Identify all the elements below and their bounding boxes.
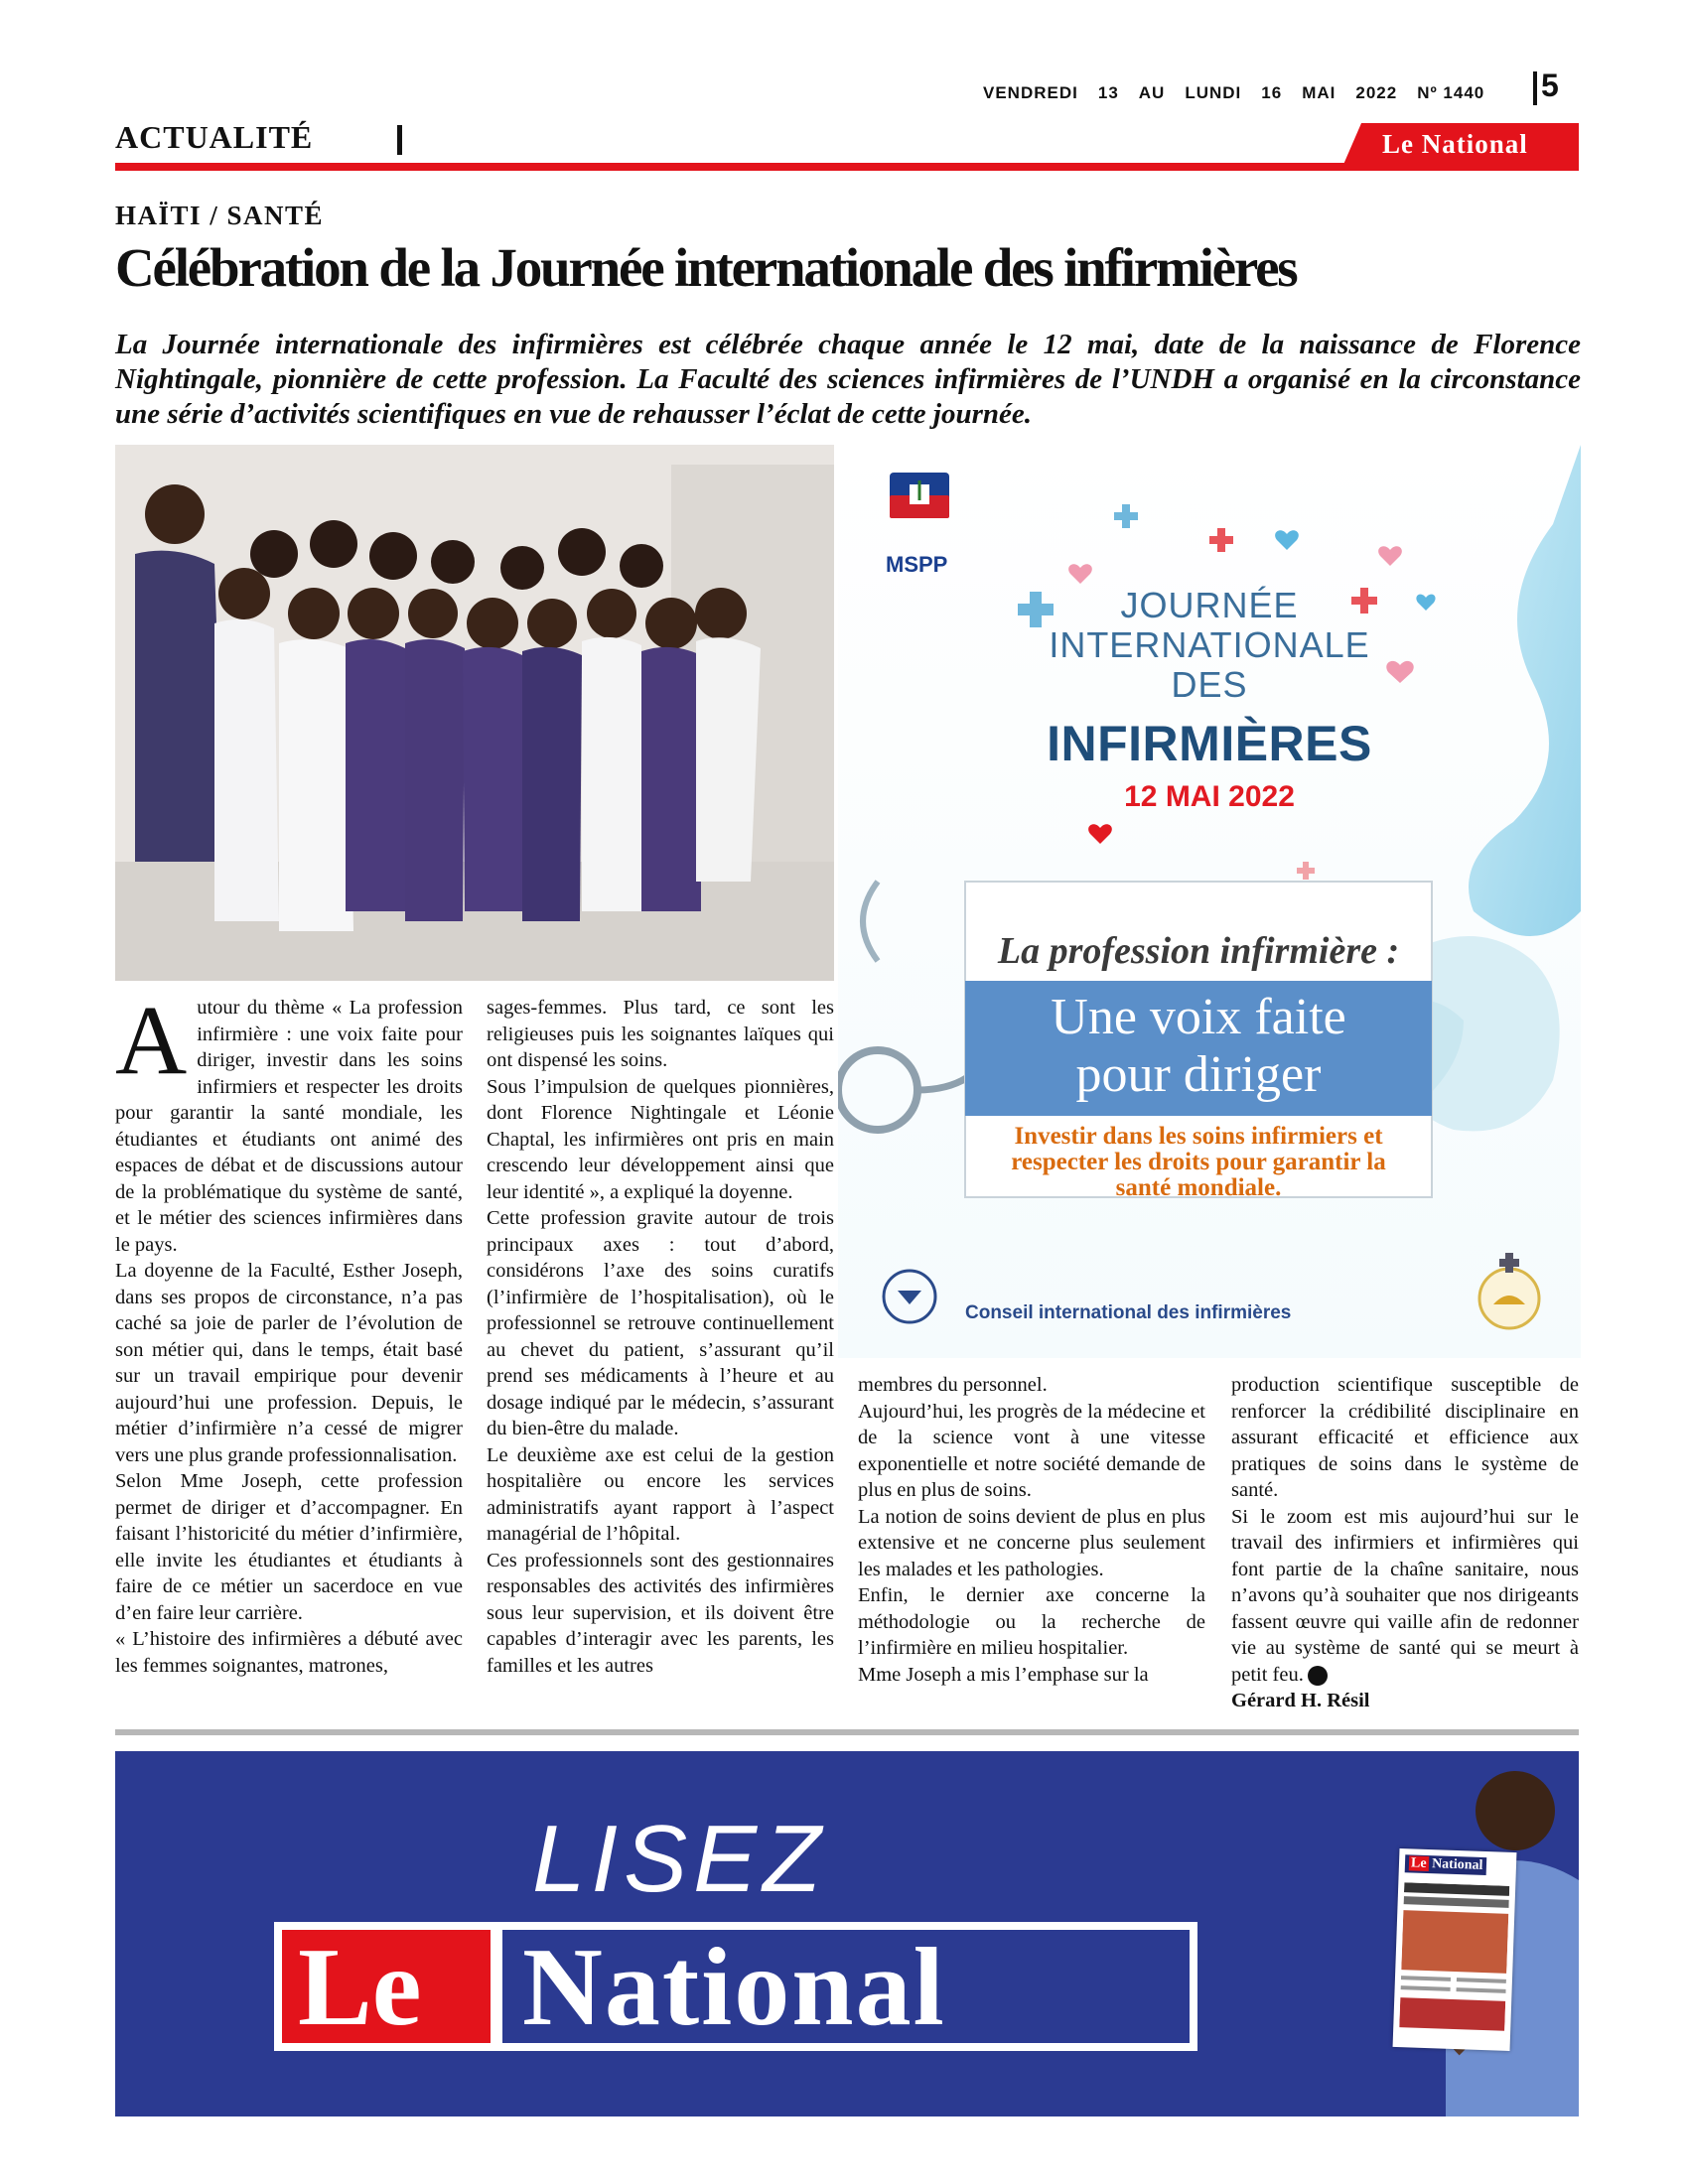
poster-slogan-line1: Une voix faite <box>1051 989 1346 1045</box>
col3-paragraph-1: membres du personnel. <box>858 1374 1048 1396</box>
poster-sub-line3: santé mondiale. <box>1115 1174 1282 1201</box>
date-day1: VENDREDI <box>983 83 1078 102</box>
article-byline: Gérard H. Résil <box>1231 1690 1370 1711</box>
col4-paragraph-2 <box>1231 1504 1579 1689</box>
poster-title-line2: INTERNATIONALE <box>1049 624 1370 665</box>
ad-logo-national-box <box>502 1926 1190 2049</box>
col2-paragraph-2: Sous l’impulsion de quelques pionnières, dont Florence Nightingale et Léonie Chaptal, les infirmières ont pris en main crescendo leur développement ainsi que leur identité », a expliqué la doyenne. <box>487 1075 834 1203</box>
col1-paragraph-2: La doyenne de la Faculté, Esther Joseph, dans ses propos de circonstance, n’a pas caché sa joie de parler de l’évolution de son métier qui, dans le temps, était basé sur un travail empirique pour devenir aujourd’hui une profession. Depuis, le métier d’infirmière n’a cessé de migrer vers une plus grande professionnalisation. <box>115 1260 463 1466</box>
date-au: AU <box>1138 83 1166 102</box>
article-column-3 <box>858 1372 1205 1688</box>
page-number: 5 <box>1541 68 1559 103</box>
poster-title-line1: JOURNÉE <box>1120 585 1299 625</box>
ad-logo-national: National <box>522 1926 946 2049</box>
section-divider <box>397 125 402 155</box>
page-number-divider <box>1533 71 1537 105</box>
col4-paragraph-1: production scientifique susceptible de renforcer la crédibilité disciplinaire en assurant efficacité et efficience aux pratiques de soins dans le système de santé. <box>1231 1374 1579 1501</box>
col3-paragraph-4: Enfin, le dernier axe concerne la méthodologie ou la recherche de l’infirmière en milieu hospitalier. <box>858 1584 1205 1659</box>
section-title: ACTUALITÉ <box>115 119 314 155</box>
poster-sub-line1: Investir dans les soins infirmiers et <box>1014 1123 1383 1150</box>
end-mark-icon <box>1308 1666 1328 1686</box>
date-month: MAI <box>1302 83 1336 102</box>
ad-mini-le: Le <box>1410 1855 1427 1871</box>
poster-artwork <box>838 445 1581 1358</box>
article-column-4 <box>1231 1372 1579 1714</box>
col2-paragraph-4: Le deuxième axe est celui de la gestion hospitalière ou encore les services administratifs ayant rapport à l’aspect managérial de l’hôpital. <box>487 1443 834 1545</box>
ad-mini-national: National <box>1431 1856 1483 1873</box>
poster-sub-line2: respecter les droits pour garantir la <box>1011 1149 1386 1175</box>
col2-paragraph-1: sages-femmes. Plus tard, ce sont les religieuses puis les soignantes laïques qui ont dispensé les soins. <box>487 997 834 1071</box>
col3-paragraph-3: La notion de soins devient de plus en plus extensive et ne concerne plus seulement les malades et les pathologies. <box>858 1505 1205 1580</box>
lamp-emblem-icon <box>1479 1253 1539 1328</box>
date-day2: LUNDI <box>1185 83 1242 102</box>
col1-paragraph-4: « L’histoire des infirmières a débuté avec les femmes soignantes, matrones, <box>115 1628 463 1677</box>
article-column-2 <box>487 995 834 1679</box>
brand-name: Le National <box>1382 129 1528 159</box>
col1-paragraph-3: Selon Mme Joseph, cette profession permet de diriger et d’accompagner. En faisant l’historicité du métier d’infirmière, elle invite les étudiantes et étudiants à faire de ce métier un sacerdoce en vue d’en faire leur carrière. <box>115 1470 463 1624</box>
poster-council: Conseil international des infirmières <box>965 1302 1292 1323</box>
poster-org: MSPP <box>886 552 948 577</box>
ad-logo-le: Le <box>298 1926 422 2049</box>
issue-number: Nº 1440 <box>1417 83 1485 102</box>
ad-mini-page-art <box>1399 1882 1510 2045</box>
ad-mini-masthead <box>1405 1854 1487 1875</box>
mspp-crest-icon <box>890 473 949 518</box>
poster-title-line3: DES <box>1171 664 1248 705</box>
ad-logo <box>274 1922 1197 2051</box>
date-year: 2022 <box>1355 83 1398 102</box>
ad-newspaper-thumbnail <box>1393 1848 1517 2051</box>
event-poster <box>838 445 1581 1358</box>
article-column-1 <box>115 985 463 1679</box>
date-num2: 16 <box>1261 83 1283 102</box>
article-lead: La Journée internationale des infirmières est célébrée chaque année le 12 mai, date de la naissance de Florence Nightingale, pionnière de cette profession. La Faculté des sciences infirmières de l’UNDH a organisé en la circonstance une série d’activités scientifiques en vue de rehausser l’éclat de cette journée. <box>115 329 1581 430</box>
col3-paragraph-2: Aujourd’hui, les progrès de la médecine et de la science vont à une vitesse exponentielle et notre société demande de plus en plus de soins. <box>858 1400 1205 1501</box>
poster-slogan-line2: pour diriger <box>1075 1046 1322 1103</box>
col1-paragraph-1: utour du thème « La profession infirmière : une voix faite pour diriger, investir dans les soins infirmiers et respecter les droits pour garantir la santé mondiale, les étudiantes et étudiants ont animé des espaces de débat et de discussions autour de la problématique du système de santé, et le métier des sciences infirmières dans le pays. <box>115 997 463 1256</box>
col3-paragraph-5: Mme Joseph a mis l’emphase sur la <box>858 1663 1149 1686</box>
col2-paragraph-3: Cette profession gravite autour de trois principaux axes : tout d’abord, considérons l’axe des soins curatifs (l’infirmière de l’hospitalisation), où le professionnel se retrouve continuellement au chevet du patient, s’assurant qu’il prend ses médicaments à l’heure et au dosage indiqué par le médecin, s’assurant du bien-être du malade. <box>487 1207 834 1439</box>
group-photo-illustration <box>115 445 834 981</box>
advertisement-banner[interactable] <box>115 1751 1579 2116</box>
footer-rule <box>115 1729 1579 1735</box>
article-headline: Célébration de la Journée internationale des infirmières <box>115 237 1297 298</box>
poster-date: 12 MAI 2022 <box>1124 780 1295 813</box>
date-num1: 13 <box>1097 83 1119 102</box>
drop-cap: A <box>115 985 188 1095</box>
col4-paragraph-2-text: Si le zoom est mis aujourd’hui sur le travail des infirmiers et infirmières qui font partie de la chaîne sanitaire, nous n’avons qu’à souhaiter que nos dirigeants fassent œuvre qui vaille afin de redonner vie au système de santé qui se meurt à petit feu. <box>1231 1505 1579 1686</box>
dateline <box>983 83 1519 103</box>
group-photo <box>115 445 834 981</box>
col2-paragraph-5: Ces professionnels sont des gestionnaires responsables des activités des infirmières sous leur supervision, et ils doivent être capables d’interagir avec les parents, les familles et les autres <box>487 1549 834 1677</box>
icn-emblem-icon <box>884 1271 935 1322</box>
ad-logo-le-box <box>282 1926 491 2049</box>
poster-title-line4: INFIRMIÈRES <box>1047 716 1372 771</box>
article-kicker: HAÏTI / SANTÉ <box>115 201 325 230</box>
ad-lisez: LISEZ <box>532 1806 827 1912</box>
poster-theme: La profession infirmière : <box>997 930 1400 972</box>
